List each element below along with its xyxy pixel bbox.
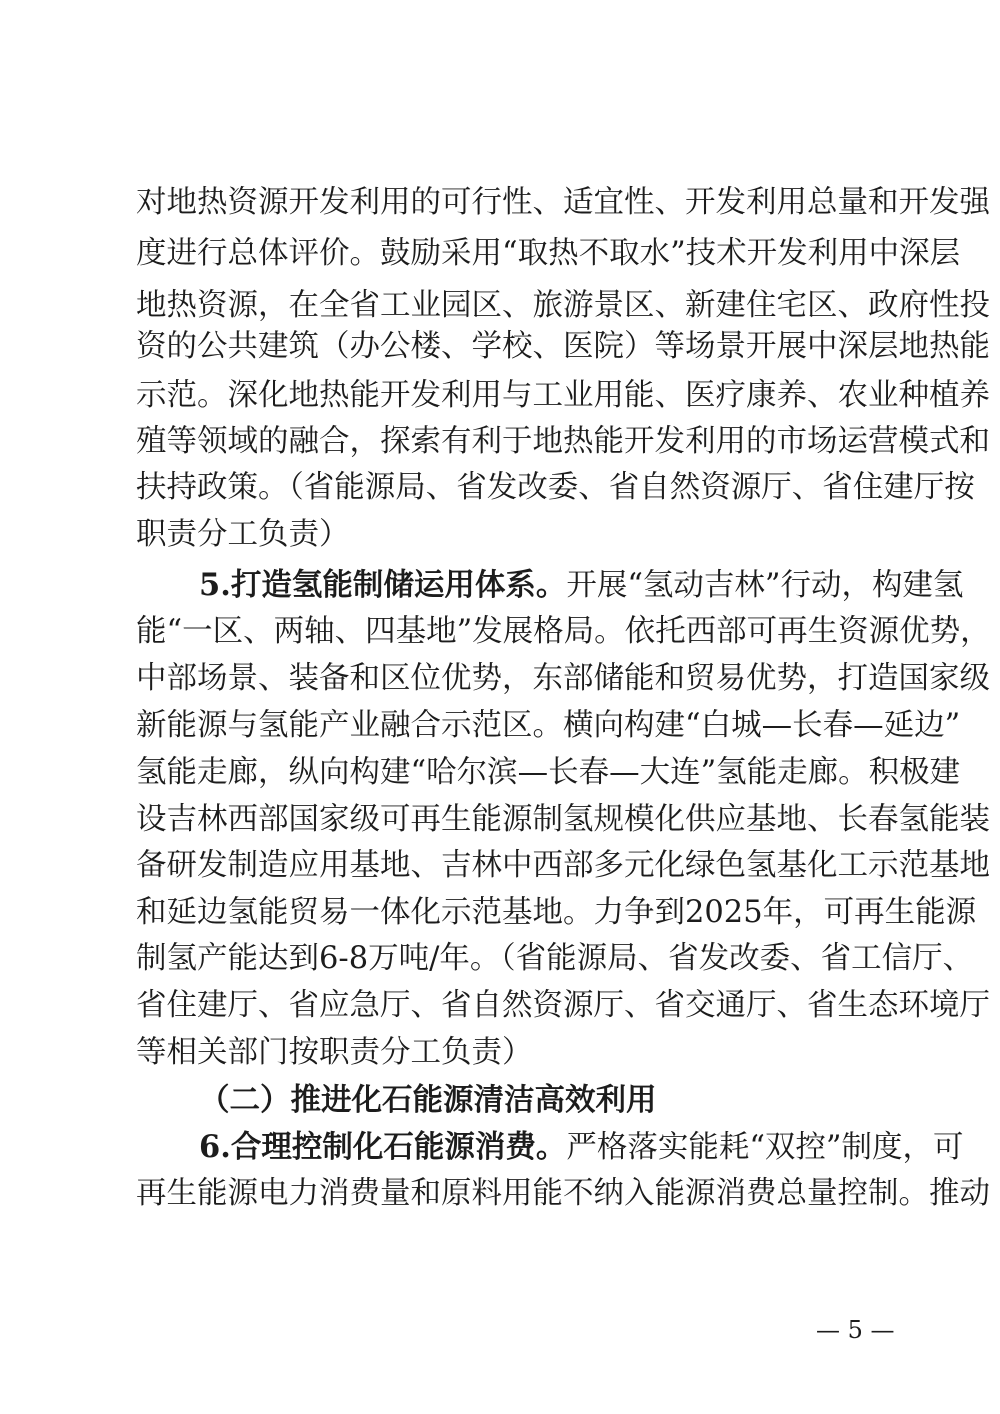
- paragraph-line: 对地热资源开发利用的可行性、适宜性、开发利用总量和开发强: [136, 185, 990, 220]
- paragraph-line: 地热资源，在全省工业园区、旅游景区、新建住宅区、政府性投: [136, 288, 990, 323]
- paragraph-line: 资的公共建筑（办公楼、学校、医院）等场景开展中深层地热能: [136, 329, 990, 364]
- item-heading: 6.合理控制化石能源消费。: [199, 1129, 567, 1165]
- page-number: — 5 —: [816, 1316, 895, 1344]
- paragraph-line: 能“一区、两轴、四基地”发展格局。依托西部可再生资源优势，: [136, 614, 991, 649]
- paragraph-line: 示范。深化地热能开发利用与工业用能、医疗康养、农业种植养: [136, 378, 990, 413]
- paragraph-line: 备研发制造应用基地、吉林中西部多元化绿色氢基化工示范基地: [136, 848, 990, 883]
- paragraph-line: 新能源与氢能产业融合示范区。横向构建“白城—长春—延边”: [136, 708, 961, 743]
- section-heading: （二）推进化石能源清洁高效利用: [199, 1082, 657, 1118]
- paragraph-first-line: [199, 565, 964, 605]
- paragraph-line: 再生能源电力消费量和原料用能不纳入能源消费总量控制。推动: [136, 1176, 990, 1211]
- paragraph-line: 和延边氢能贸易一体化示范基地。力争到2025年，可再生能源: [136, 895, 977, 930]
- paragraph-line: 殖等领域的融合，探索有利于地热能开发利用的市场运营模式和: [136, 424, 990, 459]
- paragraph-text: 开展“氢动吉林”行动，构建氢: [566, 568, 964, 603]
- paragraph-line: 扶持政策。（省能源局、省发改委、省自然资源厅、省住建厅按: [136, 470, 975, 505]
- paragraph-line: 氢能走廊，纵向构建“哈尔滨—长春—大连”氢能走廊。积极建: [136, 755, 961, 790]
- paragraph-first-line: [199, 1127, 964, 1167]
- paragraph-line: 等相关部门按职责分工负责）: [136, 1035, 533, 1070]
- paragraph-line: 制氢产能达到6-8万吨/年。（省能源局、省发改委、省工信厅、: [136, 941, 974, 976]
- paragraph-line: 设吉林西部国家级可再生能源制氢规模化供应基地、长春氢能装: [136, 802, 990, 837]
- paragraph-line: 职责分工负责）: [136, 517, 350, 552]
- paragraph-line: 省住建厅、省应急厅、省自然资源厅、省交通厅、省生态环境厅: [136, 988, 990, 1023]
- paragraph-line: 度进行总体评价。鼓励采用“取热不取水”技术开发利用中深层: [136, 236, 961, 271]
- paragraph-text: 严格落实能耗“双控”制度，可: [566, 1130, 964, 1165]
- paragraph-line: 中部场景、装备和区位优势，东部储能和贸易优势，打造国家级: [136, 661, 990, 696]
- item-heading: 5.打造氢能制储运用体系。: [199, 567, 567, 603]
